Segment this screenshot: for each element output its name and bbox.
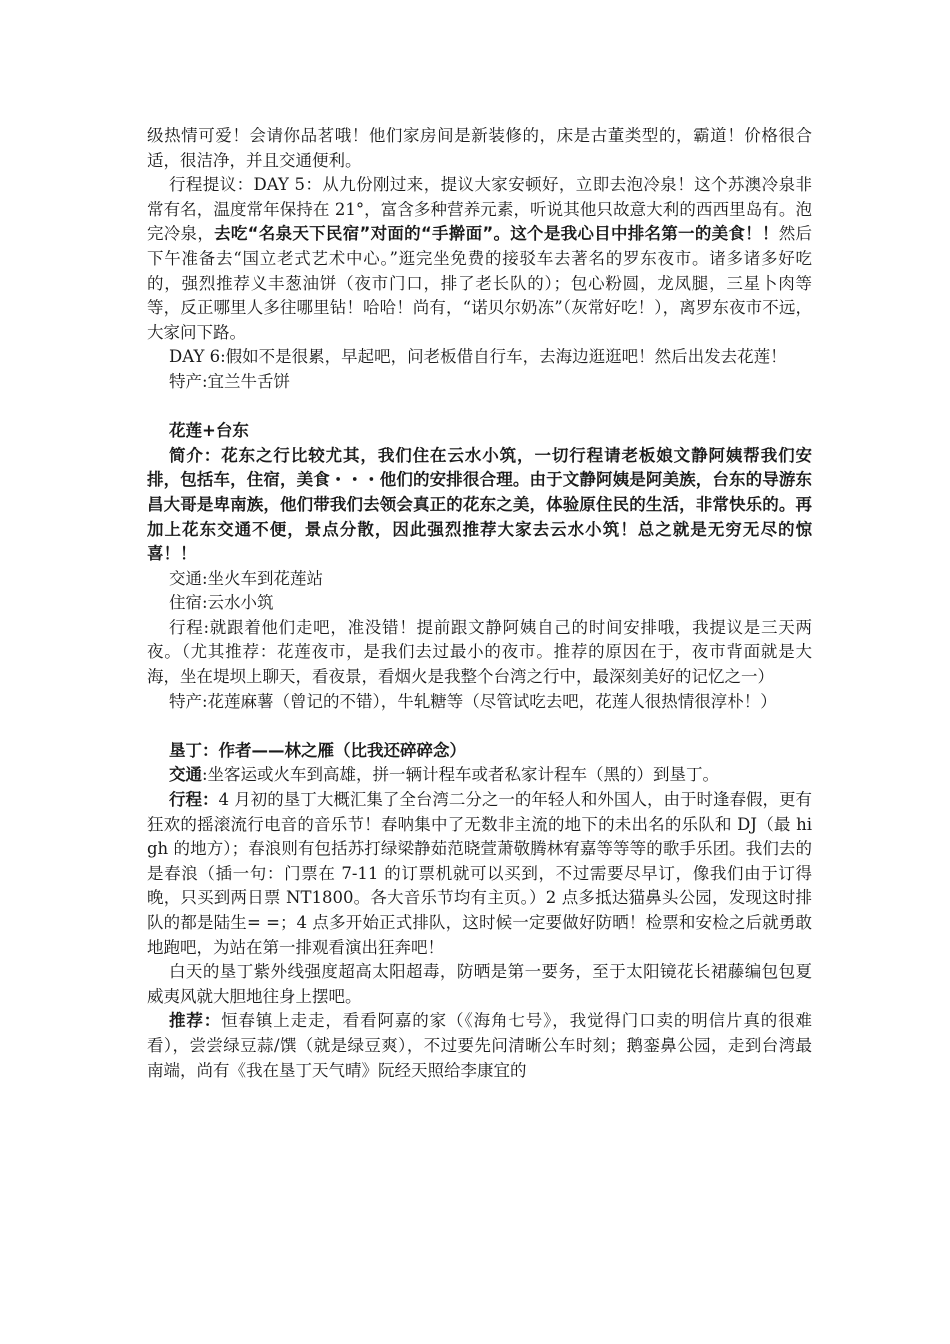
paragraph (147, 370, 812, 395)
paragraph (147, 567, 812, 592)
paragraph (147, 616, 812, 690)
bold-text-run: 简介：花东之行比较尤其，我们住在云水小筑，一切行程请老板娘文静阿姨帮我们安排，包括车，住宿，美食・・・他们的安排很合理。由于文静阿姨是阿美族，台东的导游东昌大哥是卑南族，他们带我们去领会真正的花东之美，体验原住民的生活，非常快乐的。再加上花东交通不便，景点分散，因此强烈推荐大家去云水小筑！总之就是无穷无尽的惊喜！！ (147, 445, 812, 564)
text-run: 行程提议：DAY 5：从九份刚过来，提议大家安顿好，立即去泡冷泉！这个苏澳冷泉非常有名，温度常年保持在 21°，富含多种营养元素，听说其他只故意大利的西西里岛有。泡完冷泉， (147, 175, 812, 244)
text-run: 特产:花莲麻薯（曾记的不错），牛轧糖等（尽管试吃去吧，花莲人很热情很淳朴！） (169, 691, 777, 711)
bold-text-run: 行程： (169, 790, 219, 810)
section-heading: 花莲+台东 (169, 421, 249, 441)
text-run: 白天的垦丁紫外线强度超高太阳超毒，防晒是第一要务，至于太阳镜花长裙藤编包包夏威夷风就大胆地往身上摆吧。 (147, 962, 812, 1006)
paragraph (147, 1009, 812, 1083)
text-run: 住宿:云水小筑 (169, 593, 274, 613)
section-heading: 垦丁：作者——林之雁（比我还碎碎念） (169, 740, 466, 760)
text-run: 特产:宜兰牛舌饼 (169, 371, 291, 391)
paragraph (147, 763, 812, 788)
paragraph (147, 591, 812, 616)
text-run: 恒春镇上走走，看看阿嘉的家（《海角七号》，我觉得门口卖的明信片真的很难看），尝尝绿豆蒜/馔（就是绿豆爽），不过要先问清晰公车时刻；鹅銮鼻公园，走到台湾最南端，尚有《我在垦丁天气晴》阮经天照给李康宜的 (147, 1011, 813, 1080)
paragraph (147, 960, 812, 1009)
document-body (147, 124, 812, 1083)
text-run: 4 月初的垦丁大概汇集了全台湾二分之一的年轻人和外国人，由于时逢春假，更有狂欢的摇滚流行电音的音乐节！春呐集中了无数非主流的地下的未出名的乐队和 DJ（最 high 的地方）；春浪则有包括苏打绿梁静茹范晓萱萧敬腾林宥嘉等等等的歌手乐团。我们去的是春浪（插一句：门票在 7-11 的订票机就可以买到，不过需要尽早订，像我们由于订得晚，只买到两日票 NT1800。各大音乐节均有主页。）2 点多抵达猫鼻头公园，发现这时排队的都是陆生= =；4 点多开始正式排队，这时候一定要做好防晒！检票和安检之后就勇敢地跑吧，为站在第一排观看演出狂奔吧！ (147, 790, 813, 957)
blank-line (147, 395, 812, 420)
text-run: DAY 6:假如不是很累，早起吧，问老板借自行车，去海边逛逛吧！然后出发去花莲！ (169, 347, 787, 367)
text-run: :坐客运或火车到高雄，拼一辆计程车或者私家计程车（黑的）到垦丁。 (202, 765, 720, 785)
paragraph (147, 345, 812, 370)
blank-line (147, 714, 812, 739)
text-run: 交通:坐火车到花莲站 (169, 568, 324, 588)
paragraph (147, 788, 812, 960)
paragraph (147, 173, 812, 345)
paragraph (147, 690, 812, 715)
bold-text-run: 交通 (169, 765, 202, 785)
bold-text-run: 去吃“名泉天下民宿”对面的“手擀面”。这个是我心目中排名第一的美食！！ (214, 224, 779, 244)
text-run: 级热情可爱！会请你品茗哦！他们家房间是新装修的，床是古董类型的，霸道！价格很合适，很洁净，并且交通便利。 (147, 126, 812, 170)
text-run: 然后下午准备去“国立老式艺术中心。”逛完坐免费的接驳车去著名的罗东夜市。诸多诸多好吃的，强烈推荐义丰葱油饼（夜市门口，排了老长队的）；包心粉圆，龙凤腿，三星卜肉等等，反正哪里人多往哪里钻！哈哈！尚有，“诺贝尔奶冻”（灰常好吃！），离罗东夜市不远，大家问下路。 (147, 224, 813, 342)
text-run: 行程:就跟着他们走吧，准没错！提前跟文静阿姨自己的时间安排哦，我提议是三天两夜。（尤其推荐：花莲夜市，是我们去过最小的夜市。推荐的原因在于，夜市背面就是大海，坐在堤坝上聊天，看夜景，看烟火是我整个台湾之行中，最深刻美好的记忆之一） (147, 617, 812, 687)
bold-text-run: 推荐： (169, 1011, 222, 1031)
paragraph (147, 444, 812, 567)
paragraph (147, 124, 812, 173)
